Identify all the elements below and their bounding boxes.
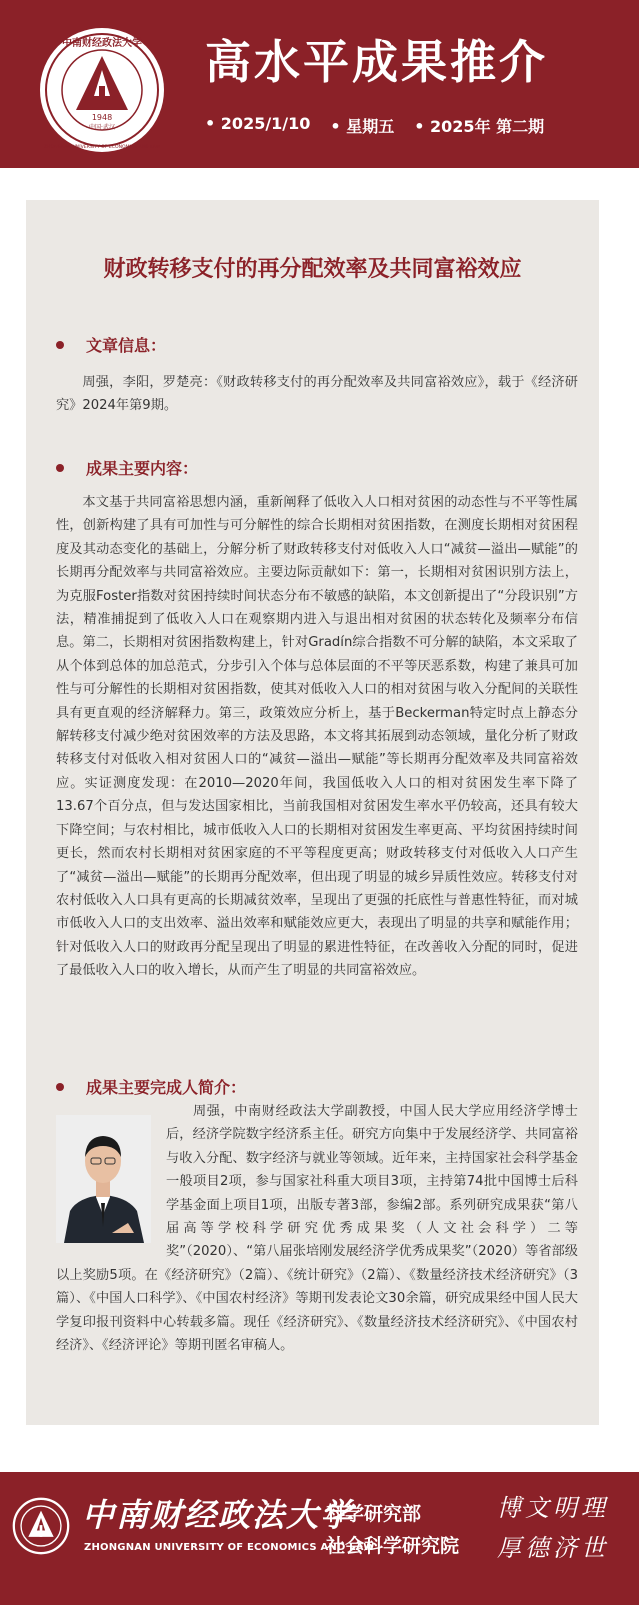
author-bio — [56, 1100, 578, 1357]
content-panel — [26, 200, 599, 1425]
section-heading-content — [56, 456, 198, 479]
issue-number: • 2025年 第二期 — [414, 114, 544, 137]
article-content-text: 本文基于共同富裕思想内涵，重新阐释了低收入人口相对贫困的动态性与不平等性属性，创新构建了具有可加性与可分解性的综合长期相对贫困指数，在测度长期相对贫困程度及其动态变化的基础上，分解分析了财政转移支付对低收入人口“减贫—溢出—赋能”的长期再分配效率与共同富裕效应。主要边际贡献如下：第一，长期相对贫困识别方法上，为克服Foster指数对贫困持续时间状态分布不敏感的缺陷，本文创新提出了“分段识别”方法，精准捕捉到了低收入人口在观察期内进入与退出相对贫困的状态转化及频率分布信息。第二，长期相对贫困指数构建上，针对Gradín综合指数不可分解的缺陷，本文采取了从个体到总体的加总范式，分步引入个体与总体层面的不平等厌恶系数，构建了兼具可加性与可分解性的长期相对贫困指数，使其对低收入人口的相对贫困与收入分配间的关联性具有更直观的经济解释力。第三，政策效应分析上，基于Beckerman特定时点上静态分解转移支付减少绝对贫困效率的方法及思路，本文将其拓展到动态领域，量化分析了财政转移支付对低收入相对贫困人口的“减贫—溢出—赋能”等长期再分配效率及共同富裕效应。实证测度发现：在2010—2020年间，我国低收入人口的相对贫困发生率下降了13.67个百分点，但与发达国家相比，当前我国相对贫困发生率水平仍较高，还具有较大下降空间；与农村相比，城市低收入人口的长期相对贫困发生率更高、平均贫困持续时间更长，然而农村长期相对贫困家庭的不平等程度更高；财政转移支付对低收入人口产生了“减贫—溢出—赋能”的长期再分配效率，但出现了明显的城乡异质性效应。转移支付对农村低收入人口具有更高的长期减贫效率，呈现出了更强的托底性与普惠性特征，而对城市低收入人口的支出效率、溢出效率和赋能效应更大，表现出了明显的共享和赋能作用；针对低收入人口的财政再分配呈现出了明显的累进性特征，在改善收入分配的同时，促进了最低收入人口的收入增长，从而产生了明显的共同富裕效应。 — [56, 495, 578, 979]
footer-dept-research: 科学研究部 — [326, 1503, 422, 1525]
footer-dept-social-science: 社会科学研究院 — [326, 1535, 460, 1557]
footer-motto — [497, 1488, 632, 1568]
footer-university-name: 中南财经政法大学 — [82, 1496, 355, 1534]
section-heading-label: 文章信息： — [86, 336, 167, 355]
logo-city: 中国·武汉 — [89, 124, 115, 131]
section-heading-label: 成果主要内容： — [86, 459, 199, 478]
logo-chinese-name: 中南财经政法大学 — [62, 38, 142, 49]
university-logo — [38, 26, 166, 154]
footer-departments — [326, 1498, 476, 1562]
bullet-dot-icon — [56, 464, 64, 472]
footer-logo — [12, 1497, 70, 1555]
section-heading-author — [56, 1075, 246, 1098]
photo-spacer — [56, 1100, 166, 1260]
section-heading-label: 成果主要完成人简介： — [86, 1078, 247, 1097]
footer-banner — [0, 1472, 639, 1605]
author-bio-text: 周强，中南财经政法大学副教授，中国人民大学应用经济学博士后，经济学院数字经济系主任。研究方向集中于发展经济学、共同富裕与收入分配、数字经济与就业等领域。近年来，主持国家社会科学基金一般项目2项，参与国家社科重大项目3项，主持第74批中国博士后科学基金面上项目1项，出版专著3部，参编2部。系列研究成果获“第八届高等学校科学研究优秀成果奖（人文社会科学）二等奖”（2020）、“第八届张培刚发展经济学优秀成果奖”（2020）等省部级以上奖励5项。在《经济研究》（2篇）、《统计研究》（2篇）、《数量经济技术经济研究》（3篇）、《中国人口科学》、《中国农村经济》等期刊发表论文30余篇，研究成果经中国人民大学复印报刊资料中心转载多篇。现任《经济研究》、《数量经济技术经济研究》、《中国农村经济》、《经济评论》等期刊匿名审稿人。 — [56, 1104, 578, 1354]
section-heading-info — [56, 333, 166, 356]
logo-english-name: ZHONGNAN UNIVERSITY OF ECONOMICS AND LAW — [43, 145, 161, 150]
issue-weekday: • 星期五 — [330, 114, 394, 137]
footer-motto-line-1: 博文明理 — [497, 1494, 609, 1522]
page-title: 高水平成果推介 — [205, 35, 548, 89]
issue-date: • 2025/1/10 — [205, 114, 310, 137]
issue-meta — [205, 114, 625, 137]
logo-year: 1948 — [91, 113, 113, 122]
footer-university-english: ZHONGNAN UNIVERSITY OF ECONOMICS AND LAW — [84, 1542, 375, 1553]
footer-motto-line-2: 厚德济世 — [497, 1534, 609, 1562]
article-title: 财政转移支付的再分配效率及共同富裕效应 — [103, 256, 522, 282]
bullet-dot-icon — [56, 341, 64, 349]
article-info-text: 周强，李阳，罗楚亮：《财政转移支付的再分配效率及共同富裕效应》，载于《经济研究》2024年第9期。 — [56, 375, 578, 414]
bullet-dot-icon — [56, 1083, 64, 1091]
header-banner — [0, 0, 639, 168]
